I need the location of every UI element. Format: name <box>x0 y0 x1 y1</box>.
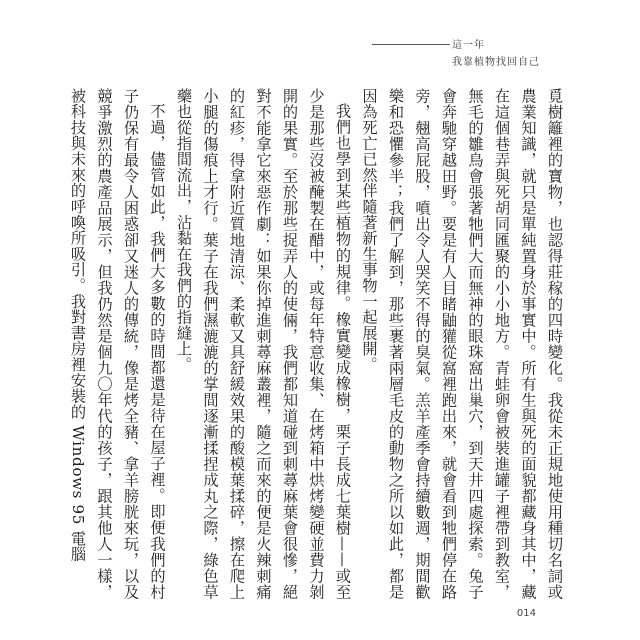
paragraph: 不過，儘管如此，我們大多數的時間都還是待在屋子裡。即便我們的村子仍保有最令人困惑卻又迷人的傳統，像是烤全豬、拿羊膀胱來玩，以及競爭激烈的農產品展示，但我仍然是個九〇年代的孩子，跟其他人一樣，被科技與未來的呼喚所吸引。我對書房裡安裝的 Windows 95 電腦 <box>69 88 167 600</box>
paragraph: 我們也學到某些植物的規律。橡實變成橡樹，栗子長成七葉樹——或至少是那些沒被醃製在醋中，或每年特意收集、在烤箱中烘烤變硬並費力剝開的果實。至於那些捉弄人的使倆，我們都知道碰到刺蕁麻葉會很慘，絕對不能拿它來惡作劇：如果你掉進刺蕁麻叢裡，隨之而來的便是火辣刺痛的紅疹，得拿附近質地清涼、柔軟又具舒緩效果的酸模葉揉碎，擦在爬上小腿的傷痕上才行。葉子在我們濕漉漉的掌間逐漸揉捏成丸之際，綠色草藥也從指間流出，沾黏在我們的指縫上。 <box>175 88 352 600</box>
page-number: 014 <box>516 608 536 619</box>
book-title: 我靠植物找回自己 <box>452 57 540 68</box>
header-rule <box>372 44 450 45</box>
paragraph: 覓樹籬裡的寶物，也認得莊稼的四時變化。我從未正規地使用種切名詞或農業知識，就只是單純置身於事實中。所有生與死的面貌都藏身其中，藏在這個巷弄與死胡同匯聚的小小地方。青蛙卵會被裝進罐子裡帶到教室，無毛的雛鳥會張著牠們大而無神的眼珠窩出巢穴，到天井四處探索。兔子會奔馳穿越田野。要是有人目睹鼬獾從窩裡跑出來，就會看到牠們停在路旁，翹高屁股，噴出令人哭笑不得的臭氣。羔羊產季會持續數週，期間歡樂和恐懼參半；我們了解到，那些裹著兩層毛皮的動物之所以如此，都是因為死亡已然伴隨著新生事物一起展開。 <box>360 88 564 600</box>
chapter-title: 這一年 <box>452 40 485 51</box>
body-text <box>69 88 568 600</box>
